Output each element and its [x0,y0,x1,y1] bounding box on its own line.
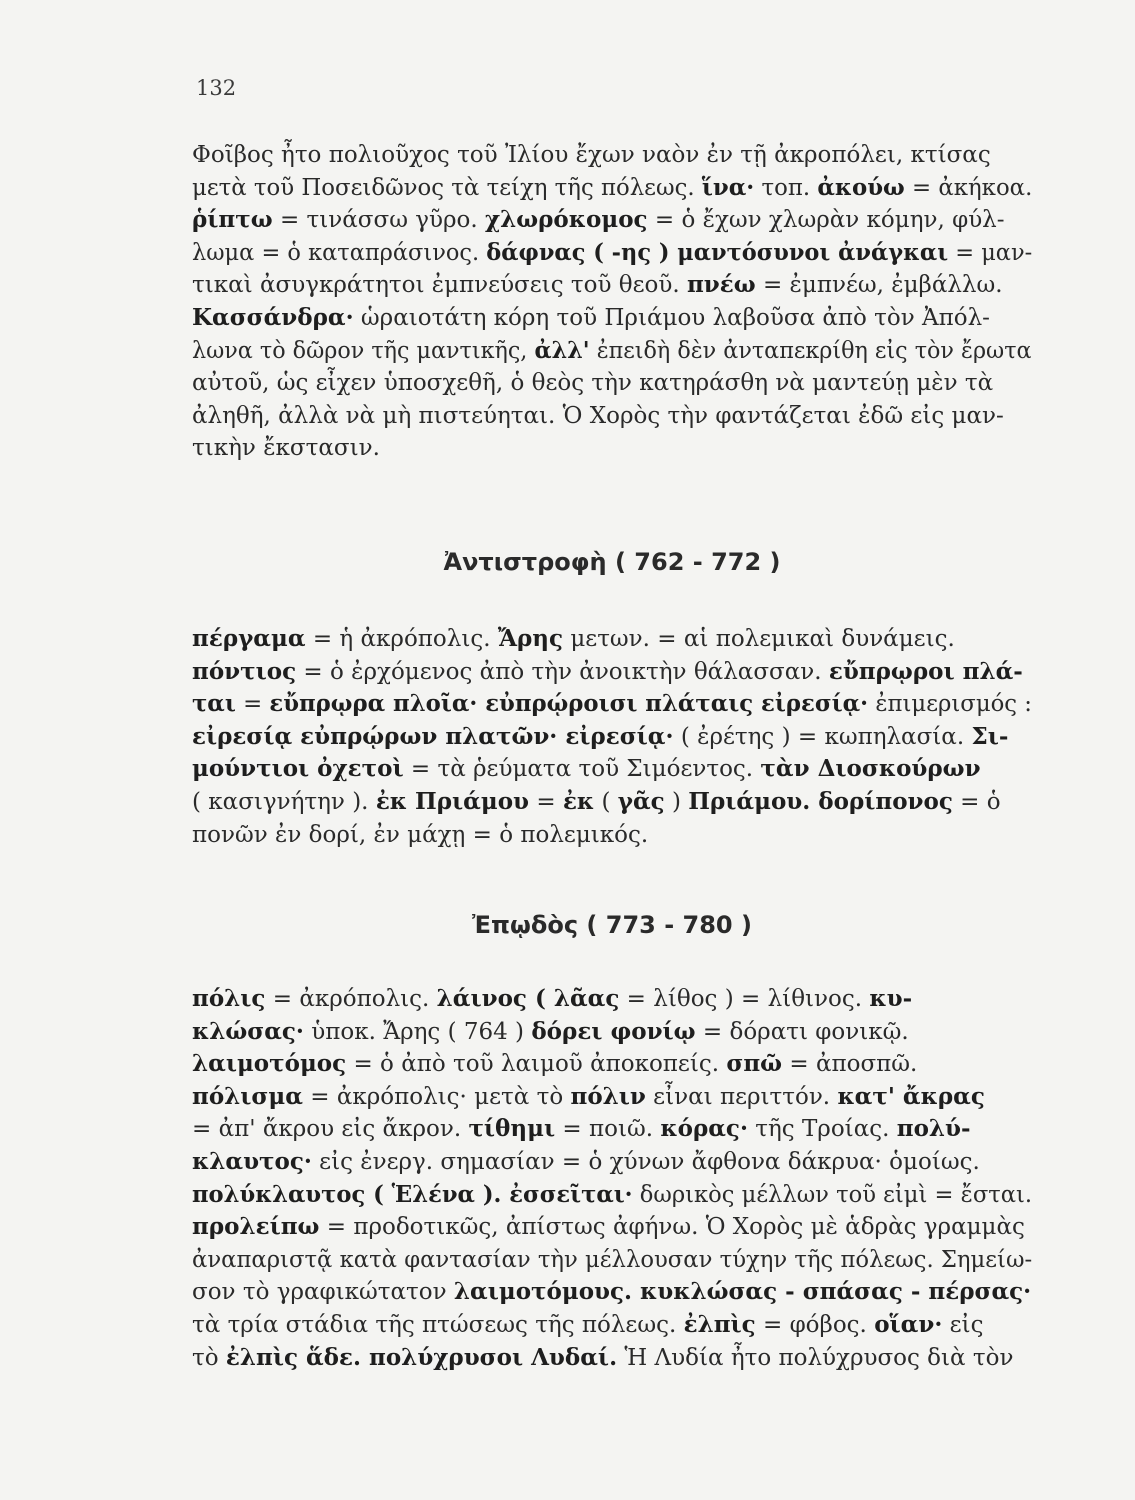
lemma-term: ἀκούω [817,173,905,201]
gloss-text: = φόβος. [755,1311,875,1338]
gloss-text: Ἡ Λυδία ἦτο πολύχρυσος διὰ τὸν [617,1344,1014,1371]
gloss-text: λωμα = ὁ καταπράσινος. [192,239,487,266]
text-line [192,237,1033,270]
lemma-term: γᾶς [617,787,665,815]
text-line [192,367,1032,400]
gloss-text: εἶναι περιττόν. [645,1083,838,1110]
gloss-text: τικαὶ ἀσυγκράτητοι ἐμπνεύσεις τοῦ θεοῦ. [192,272,687,299]
lemma-term: πόντιος [192,657,297,685]
lemma-term: οἵαν· [874,1310,943,1338]
text-line [192,302,1032,335]
lemma-term: λάινος ( λᾶας [436,985,620,1012]
lemma-term: ἐλπὶς ἅδε. πολύχρυσοι Λυδαί. [225,1343,618,1371]
gloss-text: εἰς [942,1311,984,1338]
text-line [192,721,1032,754]
text-line [192,1211,1032,1244]
lemma-term: Σι- [971,722,1009,750]
lemma-term: προλείπω [192,1213,320,1241]
gloss-text: πονῶν ἐν δορί, ἐν μάχῃ = ὁ πολεμικός. [192,821,649,848]
text-line [192,1342,1032,1375]
lemma-term: ἐκ Πριάμου [375,787,530,815]
lemma-term: πόλιν [570,1082,646,1110]
gloss-text: λωνα τὸ δῶρον τῆς μαντικῆς, [192,337,535,364]
lemma-term: λαιμοτόμους. κυκλώσας - σπάσας - πέρσας· [453,1278,1032,1306]
lemma-term: σπῶ [726,1050,783,1078]
gloss-text: = ἡ ἀκρόπολις. [305,626,498,652]
gloss-text: ἀναπαριστᾷ κατὰ φαντασίαν τὴν μέλλουσαν τύχην τῆς πόλεως. Σημείω- [192,1246,1033,1273]
text-line [192,1146,1032,1179]
text-line [192,269,1032,302]
lemma-term: μούντιοι ὀχετοὶ [192,755,404,783]
gloss-text: = [235,691,270,718]
gloss-text: σον τὸ γραφικώτατον [192,1279,454,1306]
lemma-term: πόλις [192,985,266,1012]
lemma-term: λαιμοτόμος [192,1050,347,1078]
lemma-term: κόρας· [660,1115,748,1143]
gloss-text: = λίθος ) = λίθινος. [619,986,870,1012]
commentary-paragraph-2 [192,623,1032,851]
lemma-term: κλαυτος· [192,1147,312,1175]
gloss-text: ( ἐρέτης ) = κωπηλασία. [673,723,972,750]
lemma-term: εἰρεσίᾳ εὐπρῴρων πλατῶν· εἰρεσίᾳ· [192,722,674,750]
text-line [192,139,1032,172]
lemma-term: ἀλλ' [534,336,590,364]
lemma-term: τίθημι [468,1115,556,1143]
gloss-text: τοπ. [754,174,818,201]
lemma-term: εὔπρῳροι πλά- [828,657,1023,685]
gloss-text: τὸ [192,1344,226,1371]
lemma-term: δόρει φονίῳ [531,1017,696,1045]
lemma-term: πόλισμα [192,1082,303,1110]
gloss-text: = ὁ ἐρχόμενος ἀπὸ τὴν ἀνοικτὴν θάλασσαν. [296,658,829,685]
lemma-term: δάφνας ( -ης ) μαντόσυνοι ἀνάγκαι [486,238,949,266]
lemma-term: κυ- [869,985,913,1012]
gloss-text: μετων. = αἱ πολεμικαὶ δυνάμεις. [563,626,955,652]
text-line [192,204,1032,237]
lemma-term: τὰν Διοσκούρων [760,755,981,783]
text-line [192,1244,1033,1277]
text-line [192,400,1032,433]
lemma-term: ῥίπτω [192,206,273,234]
gloss-text: = μαν- [948,239,1033,266]
text-line [192,688,1032,721]
gloss-text: τὰ τρία στάδια τῆς πτώσεως τῆς πόλεως. [192,1311,684,1338]
gloss-text: = τὰ ῥεύματα τοῦ Σιμόεντος. [403,756,761,783]
text-line [192,1016,1032,1049]
gloss-text: τῆς Τροίας. [747,1116,897,1143]
gloss-text: = ὁ ἀπὸ τοῦ λαιμοῦ ἀποκοπείς. [346,1051,727,1078]
gloss-text: = ἀκρόπολις· μετὰ τὸ [302,1083,571,1110]
gloss-text: ἐπειδὴ δὲν ἀνταπεκρίθη εἰς τὸν ἔρωτα [589,337,1032,364]
text-line [192,753,1032,786]
commentary-paragraph-1 [192,139,1032,465]
text-line [192,1048,1032,1081]
text-line [192,786,1032,819]
text-line [192,1081,1032,1114]
lemma-term: Πριάμου. δορίπονος [688,787,953,815]
lemma-term: κατ' ἄκρας [837,1082,985,1110]
gloss-text: = ἐμπνέω, ἐμβάλλω. [755,272,1003,299]
gloss-text: = δόρατι φονικῷ. [695,1018,909,1045]
lemma-term: πολύκλαυτος ( Ἑλένα ). ἐσσεῖται· [192,1180,633,1208]
lemma-term: ἐλπὶς [683,1310,756,1338]
gloss-text: ἀληθῆ, ἀλλὰ νὰ μὴ πιστεύηται. Ὁ Χορὸς τὴν φαντάζεται ἐδῶ εἰς μαν- [192,402,1004,429]
gloss-text: = τινάσσω γῦρο. [272,207,485,234]
section-heading-antistrophe: Ἀντιστροφὴ ( 762 - 772 ) [443,548,781,576]
gloss-text: ( κασιγνήτην ). [192,788,376,815]
gloss-text: = ὁ [952,788,1001,815]
section-heading-epode: Ἐπῳδὸς ( 773 - 780 ) [472,911,752,939]
text-line [192,1276,1032,1309]
gloss-text: ἐπιμερισμός : [868,691,1032,718]
text-line [192,432,1032,465]
gloss-text: = ἀκήκοα. [904,174,1033,201]
gloss-text: ( [594,788,618,815]
lemma-term: Κασσάνδρα· [192,303,354,331]
text-line [192,819,1032,852]
gloss-text: μετὰ τοῦ Ποσειδῶνος τὰ τείχη τῆς πόλεως. [192,174,702,201]
lemma-term: πολύ- [896,1115,971,1143]
gloss-text: = [529,788,563,815]
text-line [192,1113,1032,1146]
gloss-text: αὐτοῦ, ὡς εἶχεν ὑποσχεθῆ, ὁ θεὸς τὴν κατηράσθη νὰ μαντεύῃ μὲν τὰ [192,370,994,397]
lemma-term: ἐκ [562,787,595,815]
gloss-text: = ἀποσπῶ. [782,1051,918,1078]
gloss-text: ὑποκ. Ἄρης ( 764 ) [303,1018,532,1045]
gloss-text: ὡραιοτάτη κόρη τοῦ Πριάμου λαβοῦσα ἀπὸ τὸν Ἀπόλ- [353,304,990,331]
gloss-text: = προδοτικῶς, ἀπίστως ἀφήνω. Ὁ Χορὸς μὲ ἁδρὰς γραμμὰς [319,1214,1025,1241]
text-line [192,335,1032,368]
gloss-text: τικὴν ἔκστασιν. [192,435,380,462]
gloss-text: = ἀπ' ἄκρου εἰς ἄκρον. [192,1116,469,1143]
lemma-term: πνέω [686,271,756,299]
commentary-paragraph-3 [192,983,1032,1374]
gloss-text: = ἀκρόπολις. [265,986,437,1012]
gloss-text: ) [664,788,689,815]
text-line [192,656,1032,689]
lemma-term: ἵνα· [701,173,755,201]
text-line [192,172,1033,205]
text-line [192,623,1032,656]
lemma-term: Ἄρης [497,625,564,652]
gloss-text: = ποιῶ. [555,1116,661,1143]
lemma-term: κλώσας· [192,1017,304,1045]
page-number: 132 [196,76,237,100]
text-line [192,1179,1033,1212]
lemma-term: χλωρόκομος [484,206,648,234]
lemma-term: εὔπρῳρα πλοῖα· εὐπρῴροισι πλάταις εἰρεσίᾳ· [269,690,869,718]
gloss-text: εἰς ἐνεργ. σημασίαν = ὁ χύνων ἄφθονα δάκρυα· ὁμοίως. [311,1148,980,1175]
text-line [192,983,1032,1016]
gloss-text: Φοῖβος ἦτο πολιοῦχος τοῦ Ἰλίου ἔχων ναὸν ἐν τῇ ἀκροπόλει, κτίσας [192,142,991,168]
text-line [192,1309,1032,1342]
gloss-text: = ὁ ἔχων χλωρὰν κόμην, φύλ- [647,207,1005,234]
lemma-term: πέργαμα [192,625,306,652]
lemma-term: ται [192,690,236,718]
gloss-text: δωρικὸς μέλλων τοῦ εἰμὶ = ἔσται. [632,1181,1033,1208]
